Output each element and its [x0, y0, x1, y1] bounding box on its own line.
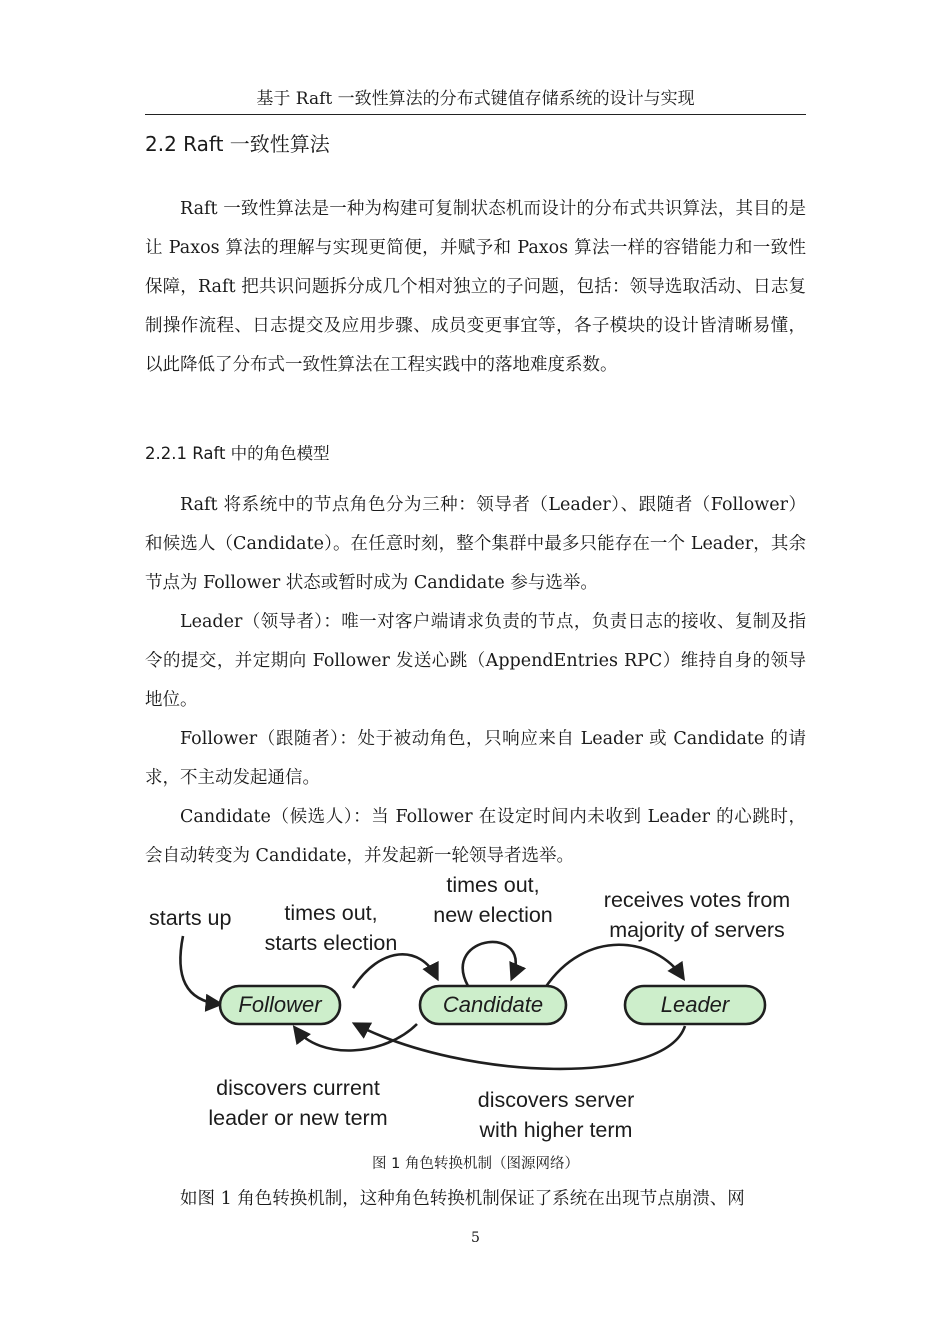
- state-follower-label: Follower: [238, 992, 322, 1017]
- label-timeout-election-line1: times out,: [284, 901, 378, 925]
- follower-description-paragraph: Follower（跟随者）：处于被动角色，只响应来自 Leader 或 Candidate 的请求，不主动发起通信。: [145, 729, 806, 788]
- intro-text: Raft 一致性算法是一种为构建可复制状态机而设计的分布式共识算法，其目的是让 Paxos 算法的理解与实现更简便，并赋予和 Paxos 算法一样的容错能力和一致性保障，Raft 把共识问题拆分成几个相对独立的子问题，包括：领导选取活动、日志复制操作流程、日志提交及应用步骤、成员变更事宜等，各子模块的设计皆清晰易懂，以此降低了分布式一致性算法在工程实践中的落地难度系数。: [145, 199, 806, 375]
- running-header: 基于 Raft 一致性算法的分布式键值存储系统的设计与实现: [256, 89, 695, 109]
- leader-description-paragraph: Leader（领导者）：唯一对客户端请求负责的节点，负责日志的接收、复制及指令的提交，并定期向 Follower 发送心跳（AppendEntries RPC）维持自身的领导地位。: [145, 612, 806, 710]
- label-votes-line2: majority of servers: [609, 918, 785, 942]
- roles-overview-paragraph: Raft 将系统中的节点角色分为三种：领导者（Leader）、跟随者（Follower）和候选人（Candidate）。在任意时刻，整个集群中最多只能存在一个 Leader，其余节点为 Follower 状态或暂时成为 Candidate 参与选举。: [145, 495, 806, 593]
- arrow-follower-to-candidate: [353, 954, 437, 988]
- candidate-description-paragraph: Candidate（候选人）：当 Follower 在设定时间内未收到 Leader 的心跳时，会自动转变为 Candidate，并发起新一轮领导者选举。: [145, 807, 806, 866]
- role-transition-figure: [145, 866, 806, 1148]
- label-timeout-election-line2: starts election: [264, 931, 398, 955]
- arrow-candidate-to-follower: [295, 1024, 417, 1050]
- arrow-candidate-to-leader: [545, 945, 683, 988]
- state-leader: [625, 986, 765, 1024]
- state-leader-label: Leader: [660, 992, 730, 1017]
- label-discover-leader-line1: discovers current: [216, 1076, 380, 1100]
- arrow-starts-up: [180, 936, 220, 1004]
- header-rule: [145, 114, 806, 115]
- label-timeout-new-line1: times out,: [446, 873, 540, 897]
- label-discover-server-line1: discovers server: [477, 1088, 635, 1112]
- label-discover-leader-line2: leader or new term: [208, 1106, 388, 1130]
- figure-caption: 图 1 角色转换机制（图源网络）: [372, 1156, 579, 1172]
- state-follower: [220, 986, 340, 1024]
- section-title: 2.2 Raft 一致性算法: [145, 132, 330, 156]
- state-candidate-label: Candidate: [442, 992, 544, 1017]
- after-figure-text: 如图 1 角色转换机制，这种角色转换机制保证了系统在出现节点崩溃、网: [180, 1189, 745, 1209]
- label-votes-line1: receives votes from: [603, 888, 791, 912]
- label-timeout-new-line2: new election: [433, 903, 553, 927]
- arrow-candidate-self-loop: [463, 942, 516, 986]
- page-number: 5: [471, 1230, 480, 1246]
- subsection-title: 2.2.1 Raft 中的角色模型: [145, 444, 330, 463]
- state-diagram: [145, 866, 806, 1148]
- after-figure-paragraph: [145, 1180, 806, 1219]
- state-candidate: [420, 986, 566, 1024]
- label-starts-up: starts up: [149, 906, 232, 930]
- roles-paragraphs: [145, 486, 806, 876]
- intro-paragraph: [145, 190, 806, 385]
- label-discover-server-line2: with higher term: [479, 1118, 633, 1142]
- arrow-leader-to-follower: [355, 1024, 685, 1069]
